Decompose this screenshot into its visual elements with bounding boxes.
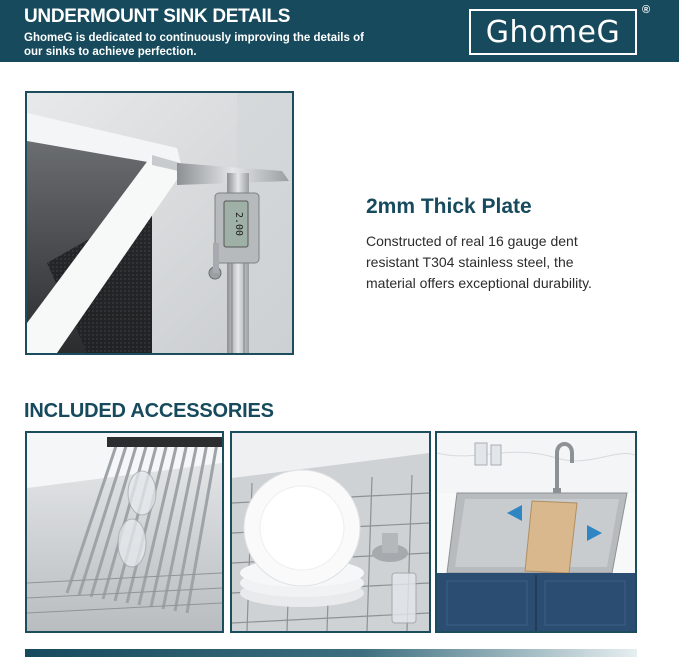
accessories-title: INCLUDED ACCESSORIES (24, 400, 274, 422)
feature-title: 2mm Thick Plate (366, 195, 532, 218)
header-subtitle: GhomeG is dedicated to continuously improving the details of our sinks to achieve perfection. (24, 32, 364, 58)
cutting-board-and-sink-photo (435, 431, 637, 633)
feature-description: Constructed of real 16 gauge dent resistant T304 stainless steel, the material offers exceptional durability. (366, 233, 592, 291)
roll-up-drying-rack-photo (25, 431, 224, 633)
sink-thickness-photo (25, 91, 294, 355)
footer-accent-bar (25, 649, 637, 657)
caliper-readout: 2.00 (233, 211, 244, 237)
header-title: UNDERMOUNT SINK DETAILS (24, 6, 291, 27)
registered-mark: ® (642, 4, 651, 16)
bottom-grid-with-plates-photo (230, 431, 431, 633)
logo-text: GhomeG (485, 14, 621, 50)
page-header (0, 0, 679, 62)
brand-logo (469, 9, 637, 55)
